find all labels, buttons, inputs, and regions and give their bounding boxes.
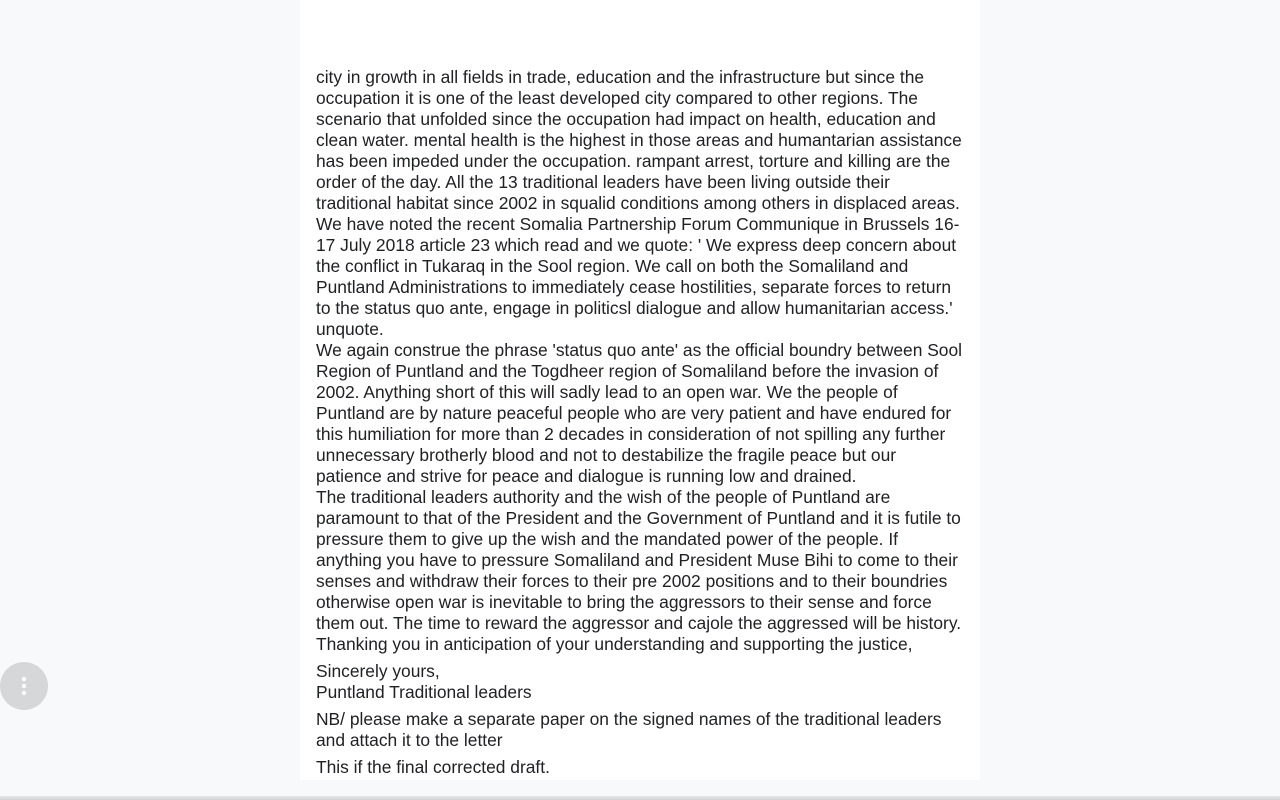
note-paragraph: NB/ please make a separate paper on the signed names of the traditional leaders and attach it to the letter bbox=[316, 709, 942, 750]
paragraph-status-quo: We again construe the phrase 'status quo ante' as the official boundry between Sool Region of Puntland and the Togdheer region of Somaliland before the invasion of 2002. Anything short of this will sadly lead to an open war. We the people of Puntland are by nature peaceful people who are very patient and have endured for this humiliation for more than 2 decades in consideration of not spilling any further unnecessary brotherly blood and not to destabilize the fragile peace but our patience and strive for peace and dialogue is running low and drained. bbox=[316, 340, 963, 486]
paragraph-occupation: city in growth in all fields in trade, education and the infrastructure but since the occupation it is one of the least developed city compared to other regions. The scenario that unfolded since the occupation had impact on health, education and clean water. mental health is the highest in those areas and humantarian assistance has been impeded under the occupation. rampant arrest, torture and killing are the order of the day. All the 13 traditional leaders have been living outside their traditional habitat since 2002 in squalid conditions among others in displaced areas. bbox=[316, 67, 962, 213]
paragraph-thanks: Thanking you in anticipation of your understanding and supporting the justice, bbox=[316, 634, 913, 654]
more-options-button[interactable] bbox=[0, 662, 48, 710]
draft-footer: This if the final corrected draft. bbox=[316, 757, 550, 777]
paragraph-communique: We have noted the recent Somalia Partnership Forum Communique in Brussels 16-17 July 2018 article 23 which read and we quote: ' We express deep concern about the conflict in Tukaraq in the Sool region. We call on both the Somaliland and Puntland Administrations to immediately cease hostilities, separate forces to return to the status quo ante, engage in politicsl dialogue and allow humanitarian access.' unquote. bbox=[316, 214, 960, 339]
signature-line: Puntland Traditional leaders bbox=[316, 682, 532, 702]
more-vert-icon bbox=[21, 676, 27, 696]
paragraph-traditional-leaders: The traditional leaders authority and the wish of the people of Puntland are paramount to that of the President and the Government of Puntland and it is futile to pressure them to give up the wish and the mandated power of the people. If anything you have to pressure Somaliland and President Muse Bihi to come to their senses and withdraw their forces to their pre 2002 positions and to their boundries otherwise open war is inevitable to bring the aggressors to their sense and force them out. The time to reward the aggressor and cajole the aggressed will be history. bbox=[316, 487, 962, 633]
document-body bbox=[316, 67, 964, 778]
bottom-edge bbox=[0, 796, 1280, 800]
document-page bbox=[300, 0, 980, 780]
closing-line: Sincerely yours, bbox=[316, 661, 440, 681]
